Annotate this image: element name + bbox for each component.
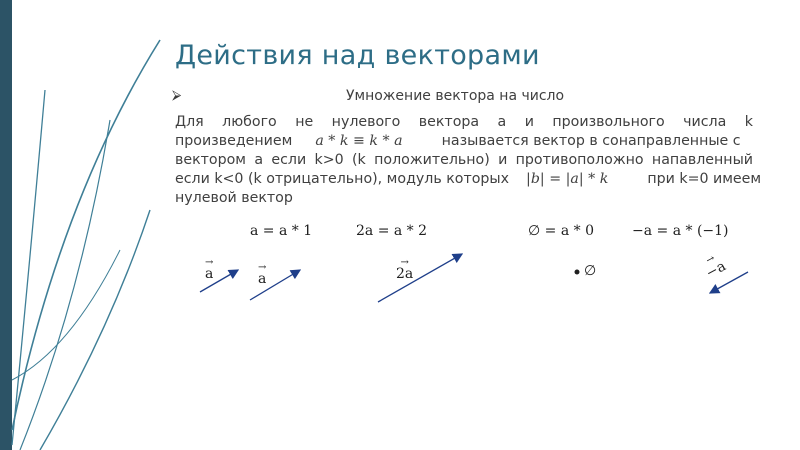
formula-a-times-0: ∅ = a * 0: [528, 223, 594, 239]
paragraph-text: произведением: [175, 133, 293, 149]
vector-label-minus-a: → −a: [703, 258, 728, 282]
bullet-icon: ⮚: [172, 88, 182, 103]
paragraph-text: если k<0 (k отрицательно), модуль которых: [175, 171, 510, 187]
inline-formula: a * k ≡ k * a: [315, 133, 403, 149]
paragraph-line-3: вектором а если k>0 (k положительно) и противоположно напавленный: [175, 152, 753, 168]
slide-title: Действия над векторами: [175, 40, 540, 71]
inline-formula: |b| = |a| * k: [526, 171, 609, 187]
vector-2a-arrow: [378, 254, 462, 302]
formula-a-times-1: a = a * 1: [250, 223, 313, 239]
paragraph-text: при k=0 имеем: [647, 171, 762, 187]
vector-label-2a: → 2a: [396, 266, 413, 282]
vector-label-a: → a: [205, 266, 213, 282]
paragraph-text: называется вектор в сонаправленные с: [441, 133, 741, 149]
slide-subtitle: Умножение вектора на число: [346, 88, 565, 104]
paragraph-line-5: нулевой вектор: [175, 190, 293, 206]
paragraph-line-1: Для любого не нулевого вектора а и произвольного числа k: [175, 114, 753, 130]
vector-label-a: → a: [258, 271, 266, 287]
vector-label-zero: ∅: [584, 263, 597, 279]
formula-a-times-minus1: −a = a * (−1): [632, 223, 729, 239]
zero-vector-point: [575, 270, 580, 275]
formula-a-times-2: 2a = a * 2: [356, 223, 428, 239]
